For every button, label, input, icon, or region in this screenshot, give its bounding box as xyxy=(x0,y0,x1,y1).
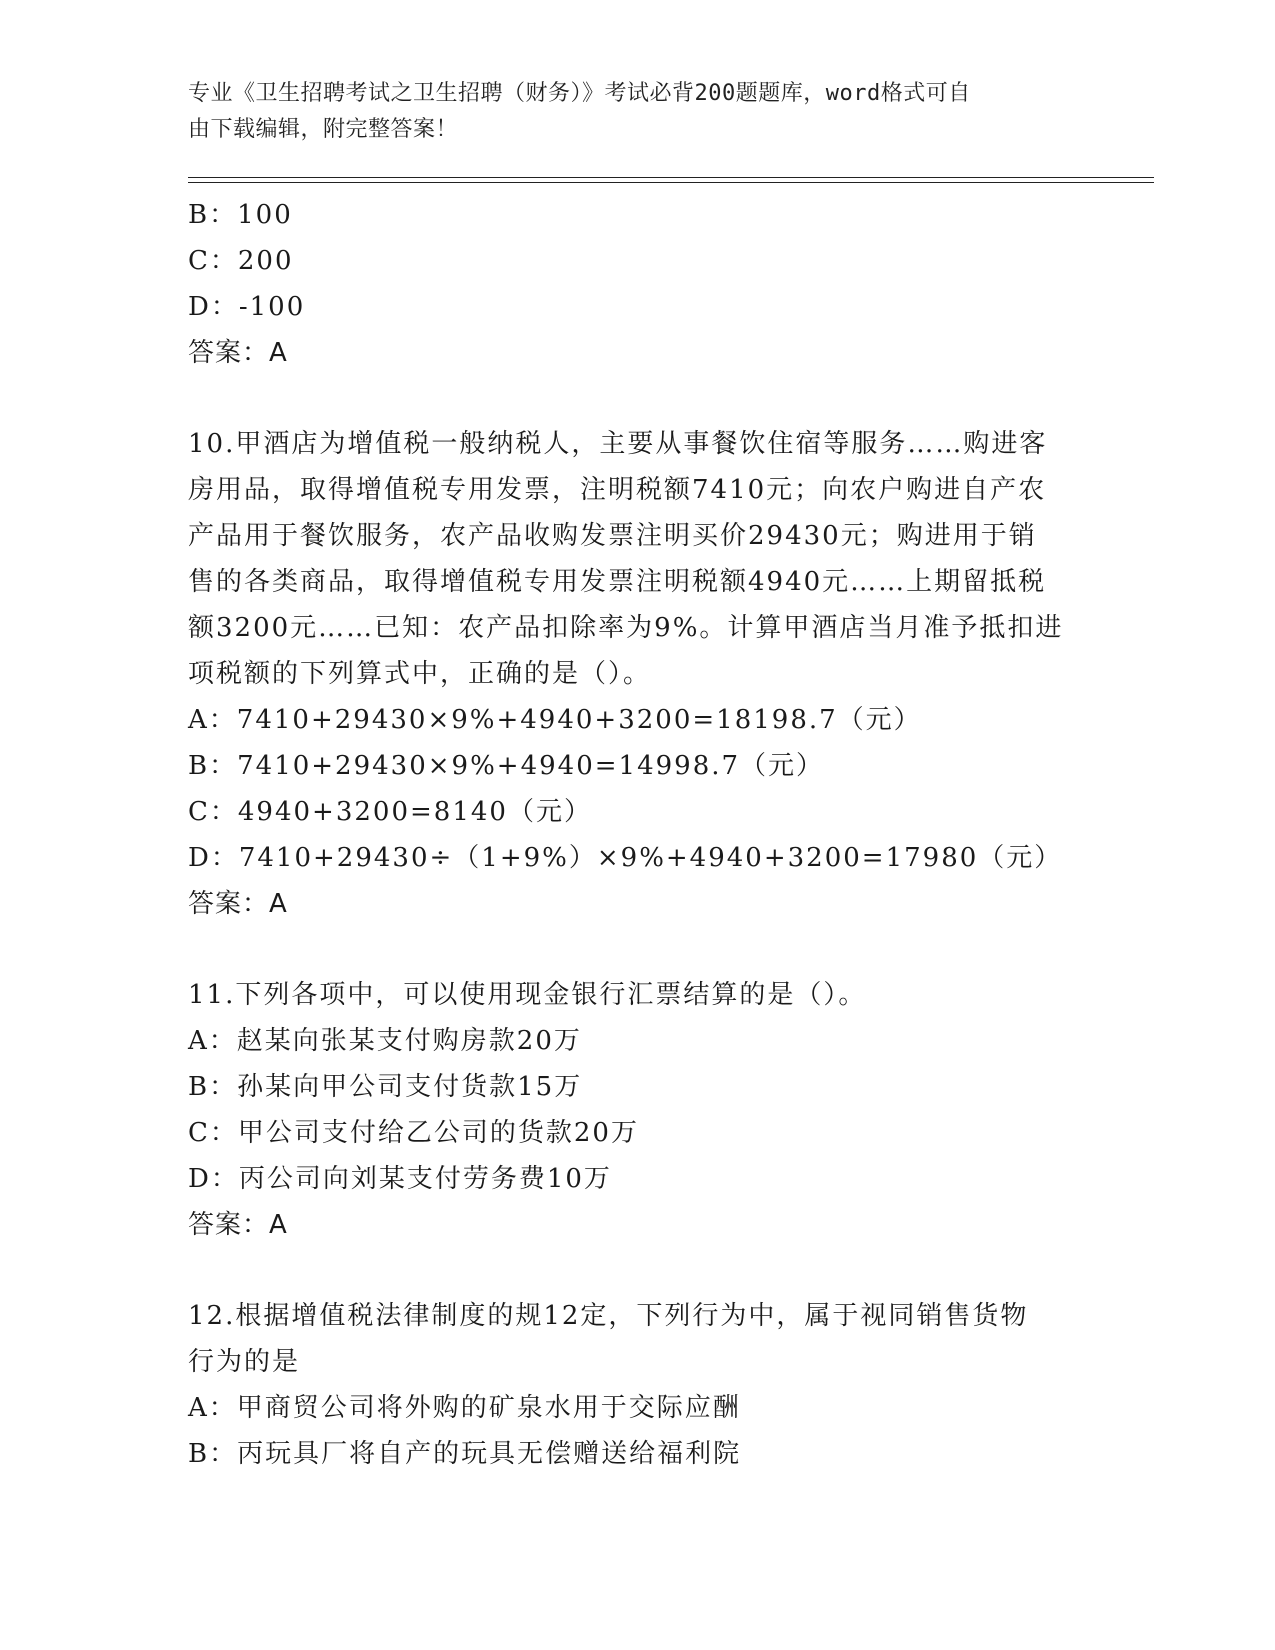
answer: 答案：A xyxy=(188,338,288,368)
option-a: A：赵某向张某支付购房款20万 xyxy=(188,1026,582,1056)
option-c: C：甲公司支付给乙公司的货款20万 xyxy=(188,1118,639,1148)
header-divider-top xyxy=(188,177,1154,178)
header-line-2: 由下载编辑，附完整答案！ xyxy=(188,117,459,142)
question-stem-line: 11.下列各项中，可以使用现金银行汇票结算的是（）。 xyxy=(188,980,867,1010)
option-a: A：甲商贸公司将外购的矿泉水用于交际应酬 xyxy=(188,1393,741,1423)
option-b: B：100 xyxy=(188,200,293,230)
question-stem-line: 12.根据增值税法律制度的规12定，下列行为中，属于视同销售货物 xyxy=(188,1301,1029,1331)
option-d: D：丙公司向刘某支付劳务费10万 xyxy=(188,1164,612,1194)
question-9-tail xyxy=(188,192,1088,376)
question-stem-line: 售的各类商品，取得增值税专用发票注明税额4940元……上期留抵税 xyxy=(188,567,1047,597)
question-stem-line: 额3200元……已知：农产品扣除率为9%。计算甲酒店当月准予抵扣进 xyxy=(188,613,1064,643)
question-11 xyxy=(188,972,1088,1248)
question-stem-line: 10.甲酒店为增值税一般纳税人，主要从事餐饮住宿等服务……购进客 xyxy=(188,429,1048,459)
header-divider-bottom xyxy=(188,182,1154,183)
question-stem-line: 行为的是 xyxy=(188,1347,301,1377)
option-b: B：7410+29430×9%+4940=14998.7（元） xyxy=(188,751,825,781)
header-line-1: 专业《卫生招聘考试之卫生招聘（财务）》考试必背200题题库，word格式可自 xyxy=(188,81,971,106)
answer: 答案：A xyxy=(188,889,288,919)
option-c: C：4940+3200=8140（元） xyxy=(188,797,592,827)
answer: 答案：A xyxy=(188,1210,288,1240)
question-stem-line: 房用品，取得增值税专用发票，注明税额7410元；向农户购进自产农 xyxy=(188,475,1047,505)
question-stem-line: 项税额的下列算式中，正确的是（）。 xyxy=(188,659,652,689)
question-12 xyxy=(188,1293,1088,1477)
spacer xyxy=(188,1248,1088,1293)
question-stem-line: 产品用于餐饮服务，农产品收购发票注明买价29430元；购进用于销 xyxy=(188,521,1037,551)
option-d: D：7410+29430÷（1+9%）×9%+4940+3200=17980（元） xyxy=(188,843,1063,873)
option-c: C：200 xyxy=(188,246,294,276)
document-header xyxy=(188,76,1078,148)
option-b: B：丙玩具厂将自产的玩具无偿赠送给福利院 xyxy=(188,1439,742,1469)
option-a: A：7410+29430×9%+4940+3200=18198.7（元） xyxy=(188,705,922,735)
question-10 xyxy=(188,421,1088,927)
spacer xyxy=(188,376,1088,421)
document-body xyxy=(188,192,1088,1477)
spacer xyxy=(188,927,1088,972)
option-d: D：-100 xyxy=(188,292,306,322)
option-b: B：孙某向甲公司支付货款15万 xyxy=(188,1072,583,1102)
